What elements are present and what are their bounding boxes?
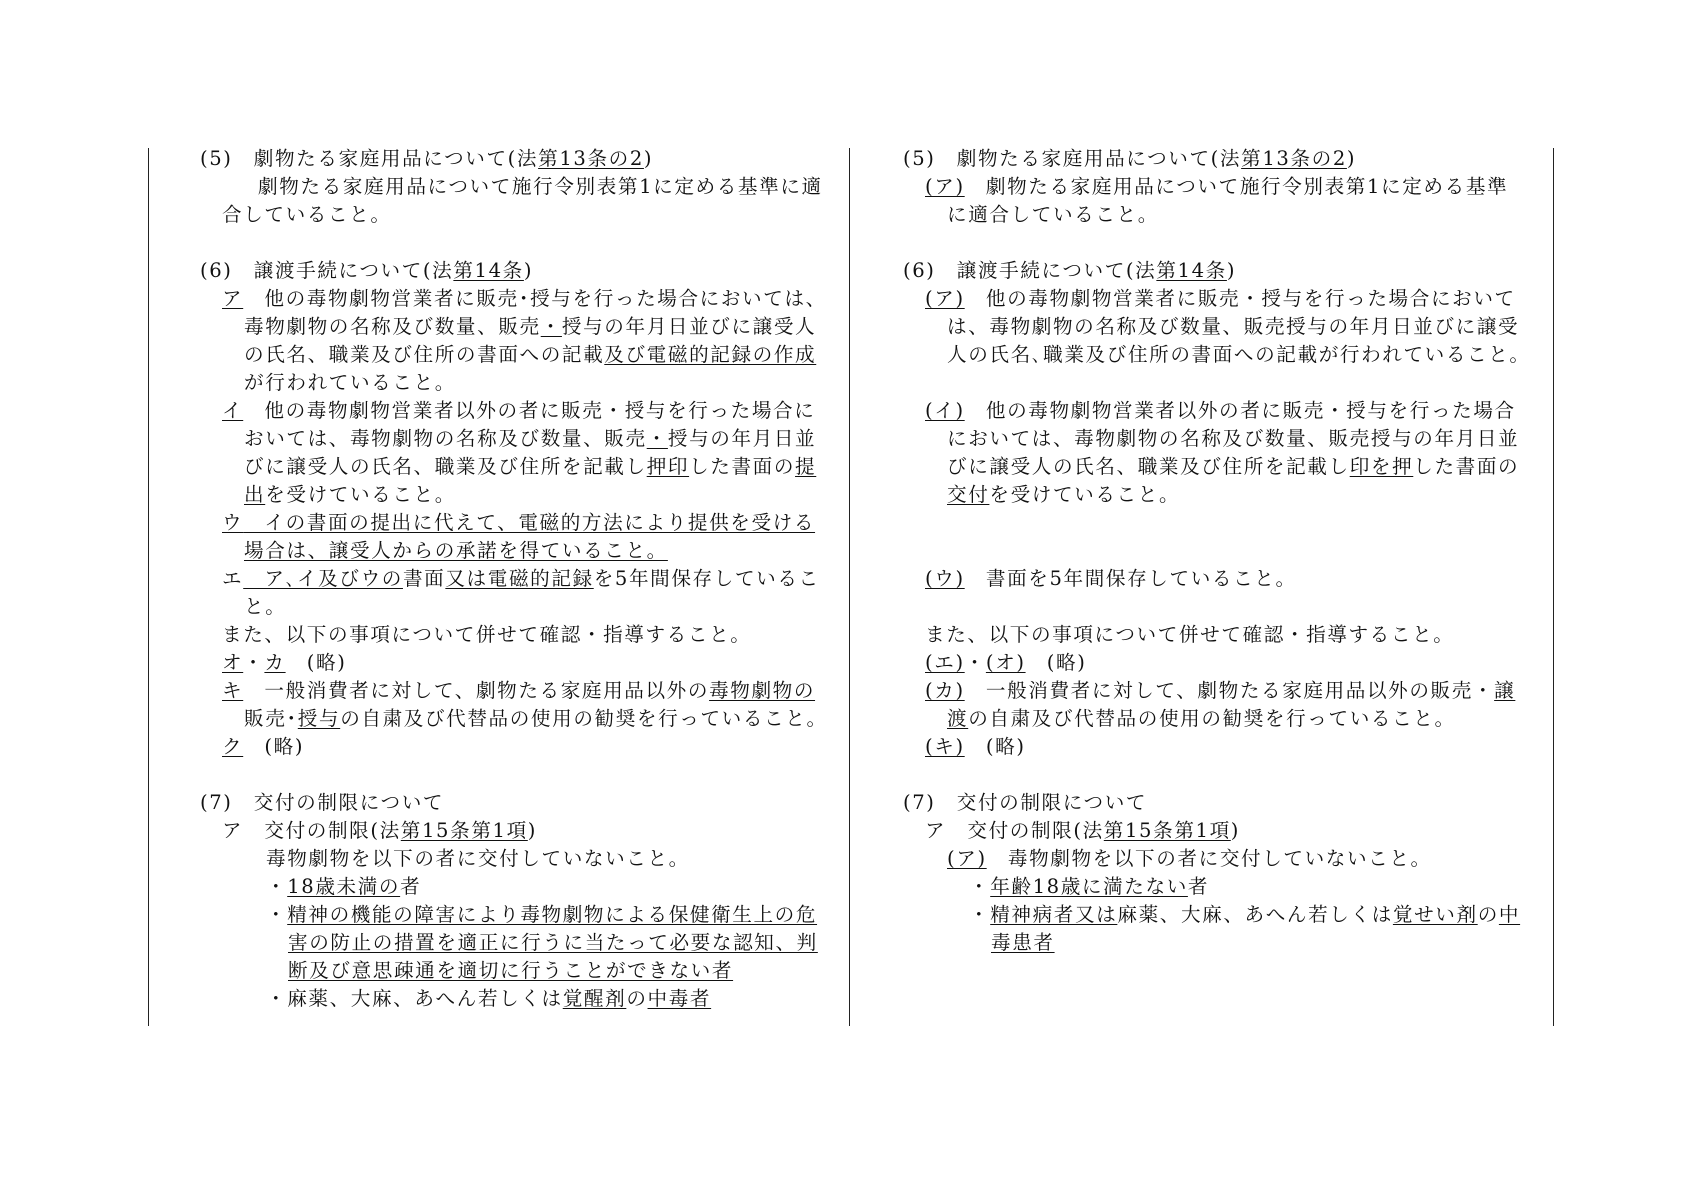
- right-also-line: また、以下の事項について併せて確認・指導すること。: [925, 623, 1455, 646]
- left-bullet-2-line-2: 害の防止の措置を適正に行うに当たって必要な認知、判: [288, 931, 818, 954]
- left-item-u-line-1: ウ イの書面の提出に代えて、電磁的方法により提供を受ける: [222, 511, 816, 534]
- right-item-i-line-2: においては、毒物劇物の名称及び数量、販売授与の年月日並: [947, 427, 1520, 450]
- left-item-e-line-1: エ ア､イ及びウの書面又は電磁的記録を5年間保存しているこ: [222, 567, 820, 590]
- left-item-ki-line-1: キ 一般消費者に対して、劇物たる家庭用品以外の毒物劇物の: [222, 679, 816, 702]
- left-bullet-3: ・麻薬、大麻、あへん若しくは覚醒剤の中毒者: [266, 987, 712, 1010]
- left-item-a-line-4: が行われていること。: [244, 371, 456, 394]
- right-bullet-2-line-1: ・精神病者又は麻薬、大麻、あへん若しくは覚せい剤の中: [969, 903, 1521, 926]
- right-item-i-line-1: (イ) 他の毒物劇物営業者以外の者に販売・授与を行った場合: [925, 399, 1516, 422]
- left-item-i-line-2: おいては、毒物劇物の名称及び数量、販売・授与の年月日並: [244, 427, 817, 450]
- right-item-eo: (エ)・(オ) (略): [925, 651, 1087, 674]
- right-item-a-line-3: 人の氏名､職業及び住所の書面への記載が行われていること。: [947, 343, 1531, 366]
- left-section-6-heading: (6) 譲渡手続について(法第14条): [200, 259, 534, 282]
- right-item-i-line-3: びに譲受人の氏名、職業及び住所を記載し印を押した書面の: [947, 455, 1520, 478]
- left-item-i-line-3: びに譲受人の氏名、職業及び住所を記載し押印した書面の提: [244, 455, 817, 478]
- left-item-ki-line-2: 販売･授与の自粛及び代替品の使用の勧奨を行っていること。: [244, 707, 828, 730]
- right-bullet-1: ・年齢18歳に満たない者: [969, 875, 1210, 898]
- right-section-7a-heading: ア 交付の制限(法第15条第1項): [925, 819, 1241, 842]
- left-section-7-heading: (7) 交付の制限について: [200, 791, 445, 814]
- left-bullet-1: ・18歳未満の者: [266, 875, 422, 898]
- right-section-5-text-1: (ア) 劇物たる家庭用品について施行令別表第1に定める基準: [925, 175, 1509, 198]
- left-item-a-line-2: 毒物劇物の名称及び数量、販売・授与の年月日並びに譲受人: [244, 315, 817, 338]
- right-section-6-heading: (6) 譲渡手続について(法第14条): [903, 259, 1237, 282]
- right-item-u: (ウ) 書面を5年間保存していること。: [925, 567, 1297, 590]
- right-item-a-line-2: は、毒物劇物の名称及び数量、販売授与の年月日並びに譲受: [947, 315, 1520, 338]
- left-item-oka: オ・カ (略): [222, 651, 347, 674]
- right-item-ki: (キ) (略): [925, 735, 1026, 758]
- right-item-a-line-1: (ア) 他の毒物劇物営業者に販売・授与を行った場合において: [925, 287, 1516, 310]
- left-section-5-text-1: 劇物たる家庭用品について施行令別表第1に定める基準に適: [258, 175, 823, 198]
- right-item-i-line-4: 交付を受けていること。: [947, 483, 1181, 506]
- left-item-i-line-4: 出を受けていること。: [244, 483, 456, 506]
- left-item-i-line-1: イ 他の毒物劇物営業者以外の者に販売・授与を行った場合に: [222, 399, 816, 422]
- right-item-ka-line-2: 渡の自粛及び代替品の使用の勧奨を行っていること。: [947, 707, 1456, 730]
- right-section-5-heading: (5) 劇物たる家庭用品について(法第13条の2): [903, 147, 1357, 170]
- right-section-7-heading: (7) 交付の制限について: [903, 791, 1148, 814]
- left-section-7-desc: 毒物劇物を以下の者に交付していないこと。: [266, 847, 690, 870]
- right-item-ka-line-1: (カ) 一般消費者に対して、劇物たる家庭用品以外の販売・譲: [925, 679, 1516, 702]
- left-section-5-text-2: 合していること。: [222, 203, 392, 226]
- left-section-5-heading: (5) 劇物たる家庭用品について(法第13条の2): [200, 147, 654, 170]
- left-bullet-2-line-3: 断及び意思疎通を適切に行うことができない者: [288, 959, 734, 982]
- left-border-line: [148, 148, 149, 1026]
- left-item-e-line-2: と。: [244, 595, 287, 618]
- left-section-7a-heading: ア 交付の制限(法第15条第1項): [222, 819, 538, 842]
- right-section-7-desc: (ア) 毒物劇物を以下の者に交付していないこと。: [947, 847, 1432, 870]
- right-bullet-2-line-2: 毒患者: [991, 931, 1055, 954]
- center-divider-line: [849, 148, 850, 1026]
- left-item-ku: ク (略): [222, 735, 305, 758]
- left-item-a-line-3: の氏名、職業及び住所の書面への記載及び電磁的記録の作成: [244, 343, 817, 366]
- left-bullet-2-line-1: ・精神の機能の障害により毒物劇物による保健衛生上の危: [266, 903, 818, 926]
- right-border-line: [1553, 148, 1554, 1026]
- left-item-a-line-1: ア 他の毒物劇物営業者に販売･授与を行った場合においては、: [222, 287, 827, 310]
- left-also-line: また、以下の事項について併せて確認・指導すること。: [222, 623, 752, 646]
- left-item-u-line-2: 場合は、譲受人からの承諾を得ていること。: [244, 539, 668, 562]
- right-section-5-text-2: に適合していること。: [947, 203, 1159, 226]
